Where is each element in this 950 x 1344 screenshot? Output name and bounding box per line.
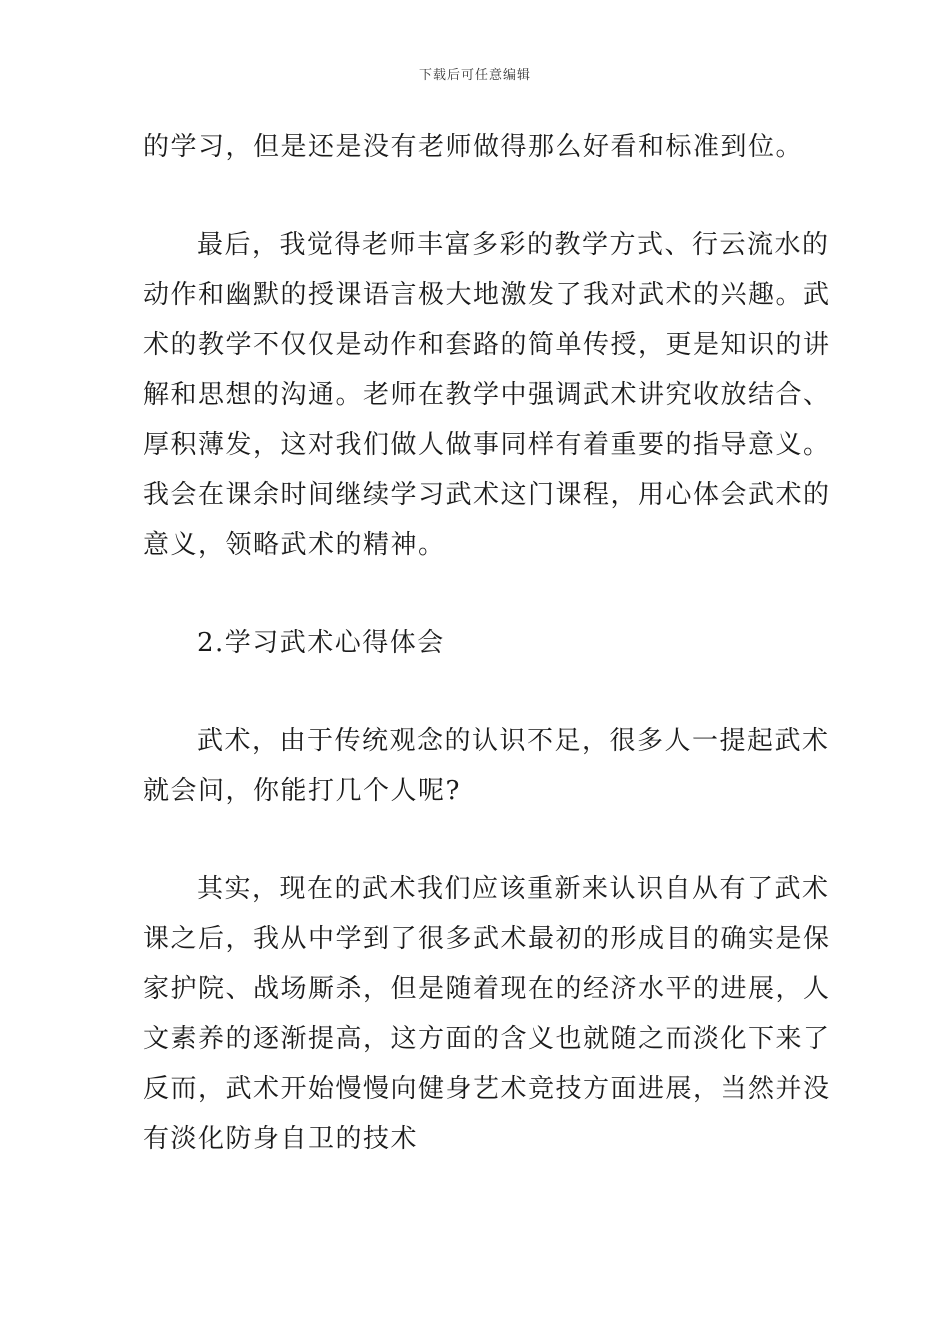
text-line: 的学习，但是还是没有老师做得那么好看和标准到位。 <box>143 132 804 162</box>
paragraph-body <box>143 864 831 1164</box>
text-line: 我会在课余时间继续学习武术这门课程，用心体会武术的 <box>143 480 831 510</box>
text-line: 解和思想的沟通。老师在教学中强调武术讲究收放结合、 <box>143 380 831 410</box>
text-line: 意义，领略武术的精神。 <box>143 530 446 560</box>
section-title: 2.学习武术心得体会 <box>197 628 445 658</box>
text-line: 厚积薄发，这对我们做人做事同样有着重要的指导意义。 <box>143 430 831 460</box>
text-line: 武术，由于传统观念的认识不足，很多人一提起武术 <box>197 726 830 756</box>
paragraph-continuation <box>143 122 813 172</box>
section-heading <box>143 618 813 668</box>
paragraph-conclusion <box>143 220 831 570</box>
text-line: 家护院、战场厮杀，但是随着现在的经济水平的进展，人 <box>143 974 831 1004</box>
text-line: 有淡化防身自卫的技术 <box>143 1124 419 1154</box>
text-line: 课之后，我从中学到了很多武术最初的形成目的确实是保 <box>143 924 831 954</box>
paragraph-intro <box>143 716 830 816</box>
page-header: 下载后可任意编辑 <box>418 68 531 83</box>
document-body <box>143 122 831 1164</box>
text-line: 文素养的逐渐提高，这方面的含义也就随之而淡化下来了 <box>143 1024 831 1054</box>
text-line: 就会问，你能打几个人呢? <box>143 776 461 806</box>
text-line: 反而，武术开始慢慢向健身艺术竞技方面进展，当然并没 <box>143 1074 831 1104</box>
text-line: 其实，现在的武术我们应该重新来认识自从有了武术 <box>197 874 830 904</box>
text-line: 动作和幽默的授课语言极大地激发了我对武术的兴趣。武 <box>143 280 831 310</box>
text-line: 术的教学不仅仅是动作和套路的简单传授，更是知识的讲 <box>143 330 831 360</box>
text-line: 最后，我觉得老师丰富多彩的教学方式、行云流水的 <box>197 230 830 260</box>
